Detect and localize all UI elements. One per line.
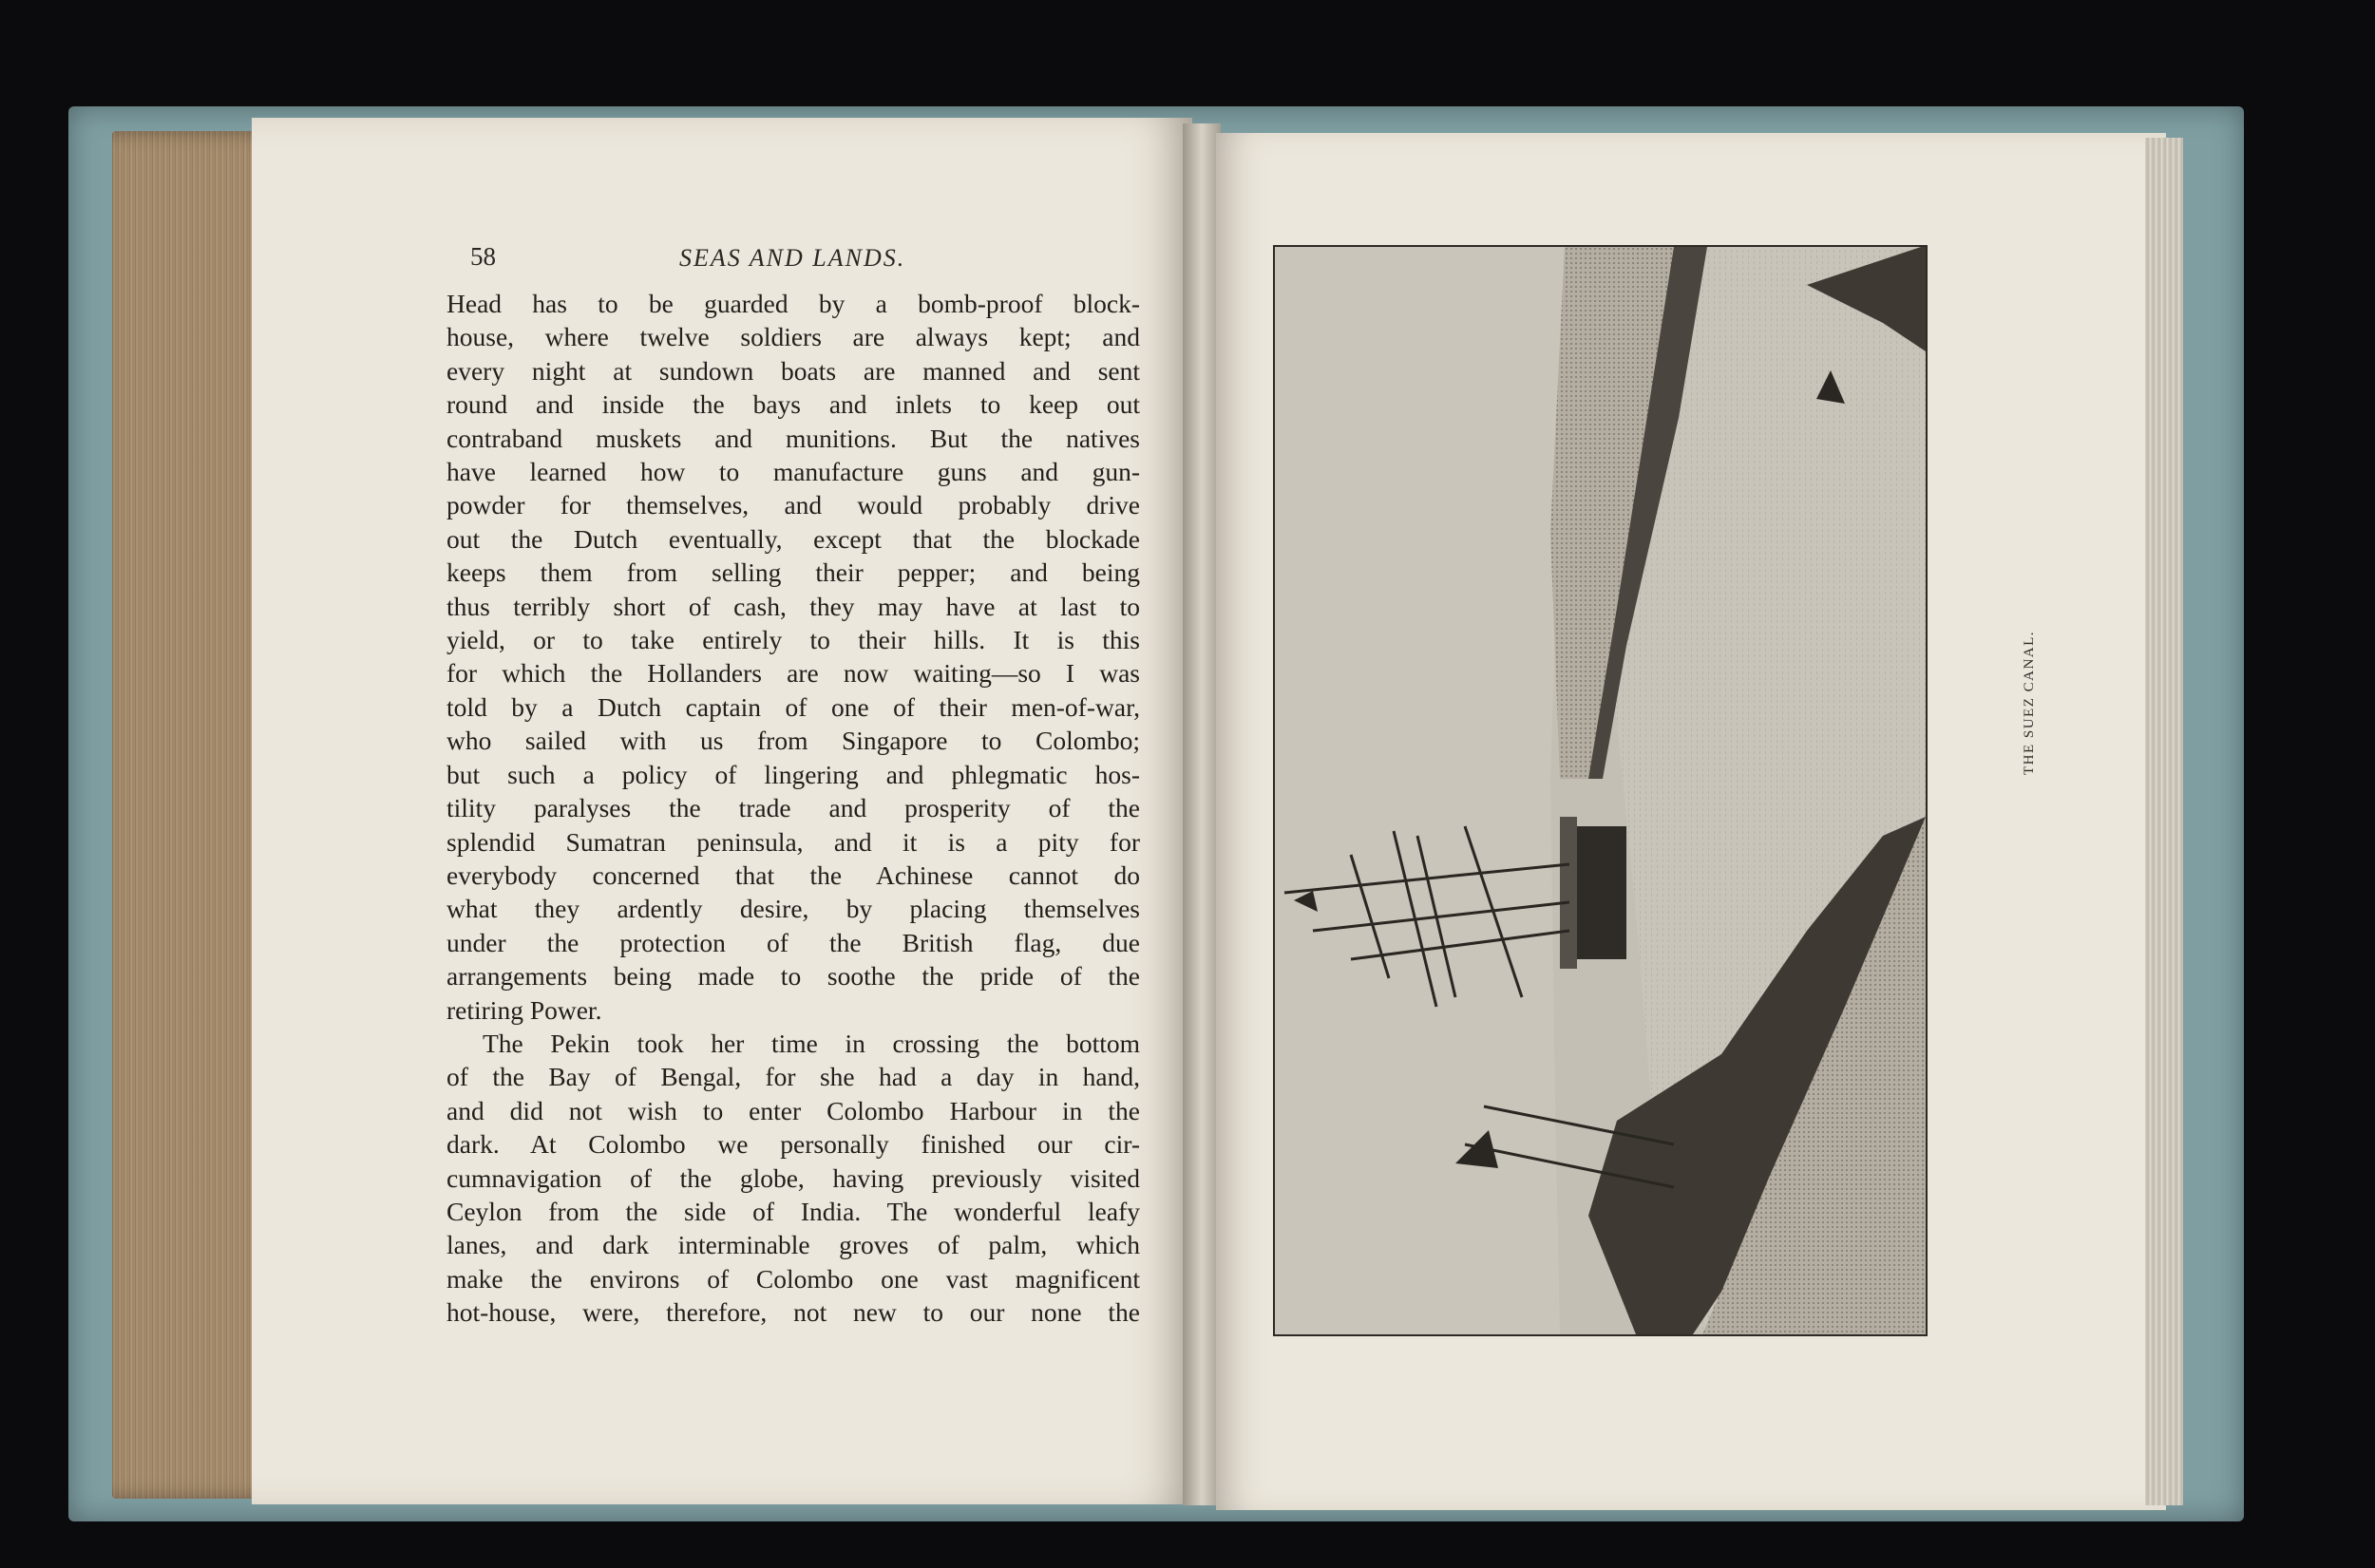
- text-line: hot-house, were, therefore, not new to our none the: [446, 1297, 1140, 1328]
- suez-canal-plate: [1273, 245, 1928, 1336]
- text-line: powder for themselves, and would probably drive: [446, 490, 1140, 520]
- text-line: splendid Sumatran peninsula, and it is a pity for: [446, 826, 1140, 857]
- text-line: cumnavigation of the globe, having previously visited: [446, 1162, 1140, 1193]
- text-line: dark. At Colombo we personally finished our cir-: [446, 1129, 1140, 1160]
- text-line: house, where twelve soldiers are always kept; and: [446, 322, 1140, 352]
- text-line: for which the Hollanders are now waiting—so I was: [446, 658, 1140, 689]
- text-line: but such a policy of lingering and phlegmatic hos-: [446, 759, 1140, 789]
- text-line: thus terribly short of cash, they may have at last to: [446, 591, 1140, 621]
- text-line: and did not wish to enter Colombo Harbour in the: [446, 1095, 1140, 1125]
- text-line: keeps them from selling their pepper; and being: [446, 557, 1140, 588]
- text-line: arrangements being made to soothe the pride of the: [446, 961, 1140, 992]
- text-line: of the Bay of Bengal, for she had a day in hand,: [446, 1062, 1140, 1092]
- text-line: Head has to be guarded by a bomb-proof block-: [446, 289, 1140, 318]
- text-line: Ceylon from the side of India. The wonderful leafy: [446, 1196, 1140, 1226]
- text-line: out the Dutch eventually, except that the blockade: [446, 523, 1140, 554]
- text-line: round and inside the bays and inlets to keep out: [446, 389, 1140, 420]
- text-line: make the environs of Colombo one vast magnificent: [446, 1263, 1140, 1294]
- text-line: yield, or to take entirely to their hills. It is this: [446, 625, 1140, 655]
- running-head-title: SEAS AND LANDS.: [679, 244, 906, 272]
- text-line: told by a Dutch captain of one of their men-of-war,: [446, 691, 1140, 722]
- book-gutter: [1183, 123, 1221, 1505]
- suez-canal-illustration: [1275, 247, 1926, 1334]
- text-line: retiring Power.: [446, 994, 602, 1025]
- running-head: [470, 242, 1135, 280]
- text-line: The Pekin took her time in crossing the bottom: [483, 1028, 1140, 1058]
- page-edges-right: [2145, 138, 2183, 1505]
- plate-caption: THE SUEZ CANAL.: [2022, 630, 2037, 776]
- body-text: [446, 287, 1140, 1330]
- text-line: have learned how to manufacture guns and gun-: [446, 457, 1140, 487]
- text-line: tility paralyses the trade and prosperity of the: [446, 793, 1140, 823]
- text-line: contraband muskets and munitions. But the natives: [446, 423, 1140, 453]
- text-line: every night at sundown boats are manned and sent: [446, 355, 1140, 386]
- text-line: everybody concerned that the Achinese cannot do: [446, 860, 1140, 890]
- text-line: who sailed with us from Singapore to Colombo;: [446, 726, 1140, 756]
- text-line: lanes, and dark interminable groves of palm, which: [446, 1230, 1140, 1260]
- page-number: 58: [470, 242, 496, 271]
- text-line: what they ardently desire, by placing themselves: [446, 894, 1140, 924]
- text-line: under the protection of the British flag, due: [446, 927, 1140, 957]
